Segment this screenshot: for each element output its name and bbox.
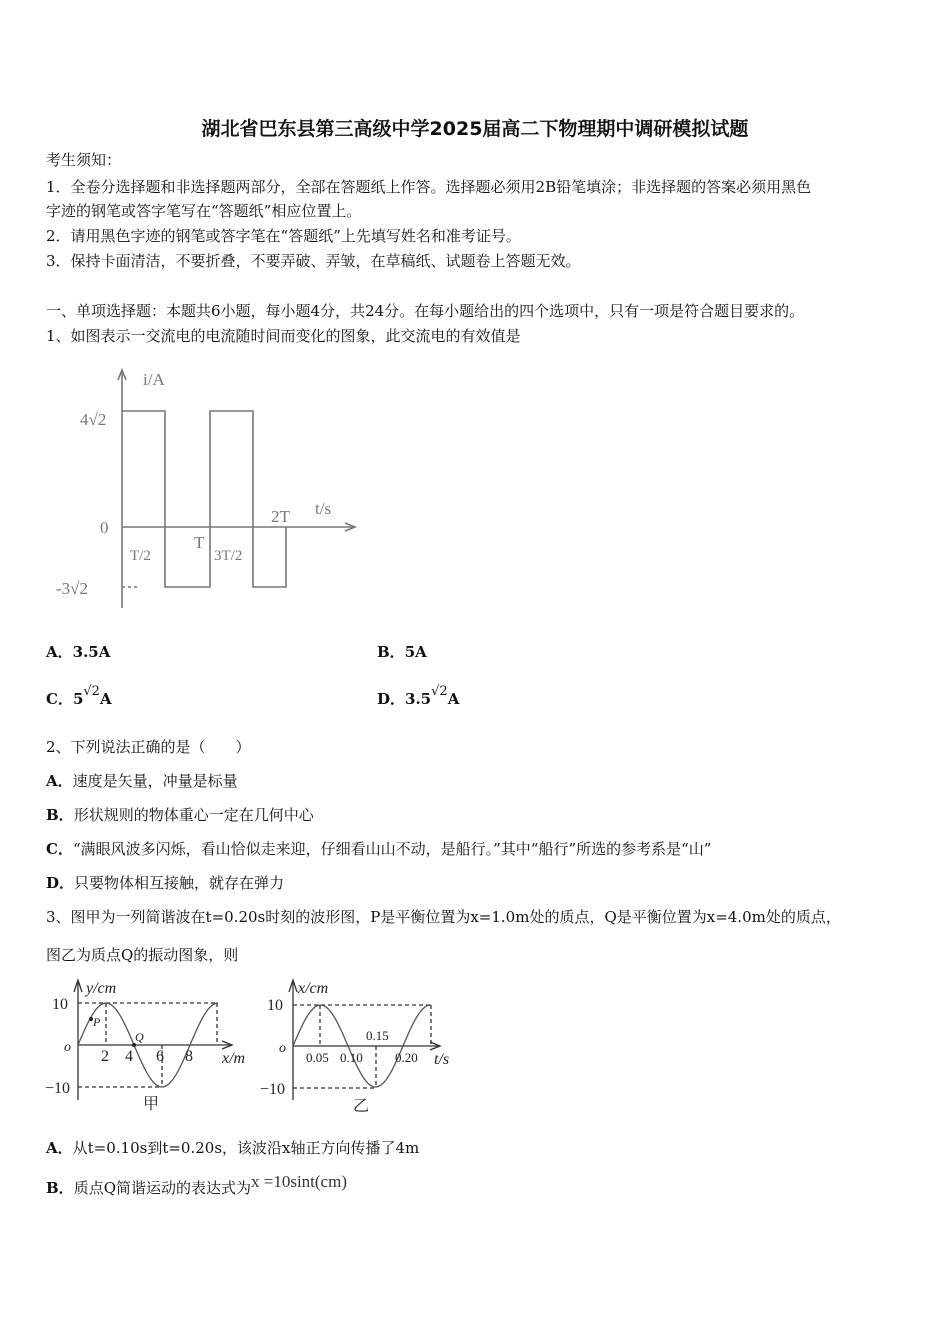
- caption-jia: 甲: [143, 1096, 160, 1113]
- page-title: 湖北省巴东县第三高级中学2025届高二下物理期中调研模拟试题: [201, 118, 749, 140]
- x-tick: 0.15: [366, 1028, 389, 1043]
- q1-option-b: B．5A: [377, 643, 427, 661]
- point-p-label: P: [93, 1015, 101, 1029]
- vibration-graph-yi: [289, 980, 440, 1100]
- q2-option-b: B．形状规则的物体重心一定在几何中心: [46, 806, 314, 824]
- y-tick-top: 10: [267, 997, 283, 1014]
- q2-option-a: A．速度是矢量，冲量是标量: [46, 772, 238, 790]
- zero-label: 0: [100, 518, 109, 537]
- tick-half-T: T/2: [130, 548, 151, 564]
- notice-item: 1．全卷分选择题和非选择题两部分，全部在答题纸上作答。选择题必须用2B铅笔填涂；非选择题的答案必须用黑色: [46, 178, 812, 196]
- q2-option-c: C．“满眼风波多闪烁，看山恰似走来迎，仔细看山山不动，是船行。”其中“船行”所选的参考系是“山”: [46, 840, 712, 858]
- question-3-stem-cont: 图乙为质点Q的振动图象，则: [46, 946, 239, 964]
- caption-yi: 乙: [353, 1098, 370, 1115]
- x-tick: 4: [125, 1048, 133, 1065]
- q2-option-d: D．只要物体相互接触，就存在弹力: [46, 874, 285, 892]
- x-tick: 2: [101, 1048, 109, 1065]
- y-axis-label: y/cm: [86, 980, 117, 997]
- notice-heading: 考生须知：: [46, 151, 122, 169]
- x-tick: 8: [185, 1048, 193, 1065]
- point-q-label: Q: [135, 1030, 144, 1044]
- current-time-graph: [118, 370, 355, 608]
- question-1-stem: 1、如图表示一交流电的电流随时间而变化的图象，此交流电的有效值是: [46, 327, 521, 345]
- q1-option-c: C．5√2A: [46, 684, 112, 708]
- y-tick-top: 4√2: [80, 410, 107, 429]
- y-tick-bottom: −10: [260, 1081, 286, 1098]
- origin-label: o: [279, 1041, 286, 1056]
- q1-option-a: A．3.5A: [46, 643, 111, 661]
- x-axis-label: t/s: [434, 1051, 450, 1068]
- y-tick-bottom: -3√2: [56, 579, 88, 598]
- question-3-stem: 3、图甲为一列简谐波在t=0.20s时刻的波形图，P是平衡位置为x=1.0m处的质点，Q是平衡位置为x=4.0m处的质点，: [46, 908, 841, 926]
- tick-T: T: [194, 533, 205, 552]
- notice-item: 字迹的钢笔或答字笔写在“答题纸”相应位置上。: [46, 202, 362, 220]
- tick-2T: 2T: [271, 507, 290, 526]
- y-axis-label: i/A: [143, 370, 165, 389]
- section-heading: 一、单项选择题：本题共6小题，每小题4分，共24分。在每小题给出的四个选项中，只有一项是符合题目要求的。: [46, 302, 805, 320]
- y-tick-top: 10: [52, 996, 68, 1013]
- x-tick: 0.05: [306, 1050, 329, 1065]
- x-tick: 0.10: [340, 1050, 363, 1065]
- x-axis-label: t/s: [315, 499, 332, 518]
- x-tick: 0.20: [395, 1050, 418, 1065]
- tick-3T-over-2: 3T/2: [214, 548, 243, 564]
- origin-label: o: [64, 1040, 71, 1055]
- notice-item: 3．保持卡面清洁，不要折叠，不要弄破、弄皱，在草稿纸、试题卷上答题无效。: [46, 252, 581, 270]
- x-tick: 6: [156, 1048, 164, 1065]
- formula: x =10sint(cm): [251, 1172, 347, 1191]
- wave-graph-jia: [74, 980, 232, 1100]
- question-2-stem: 2、下列说法正确的是（ ）: [46, 738, 251, 756]
- notice-item: 2．请用黑色字迹的钢笔或答字笔在“答题纸”上先填写姓名和准考证号。: [46, 227, 521, 245]
- y-axis-label: x/cm: [298, 980, 329, 997]
- q3-option-b: B．质点Q简谐运动的表达式为x =10sint(cm): [46, 1172, 347, 1197]
- y-tick-bottom: −10: [45, 1080, 71, 1097]
- x-axis-label: x/m: [222, 1050, 246, 1067]
- q1-option-d: D．3.5√2A: [377, 684, 460, 708]
- q3-option-a: A．从t=0.10s到t=0.20s，该波沿x轴正方向传播了4m: [46, 1139, 420, 1157]
